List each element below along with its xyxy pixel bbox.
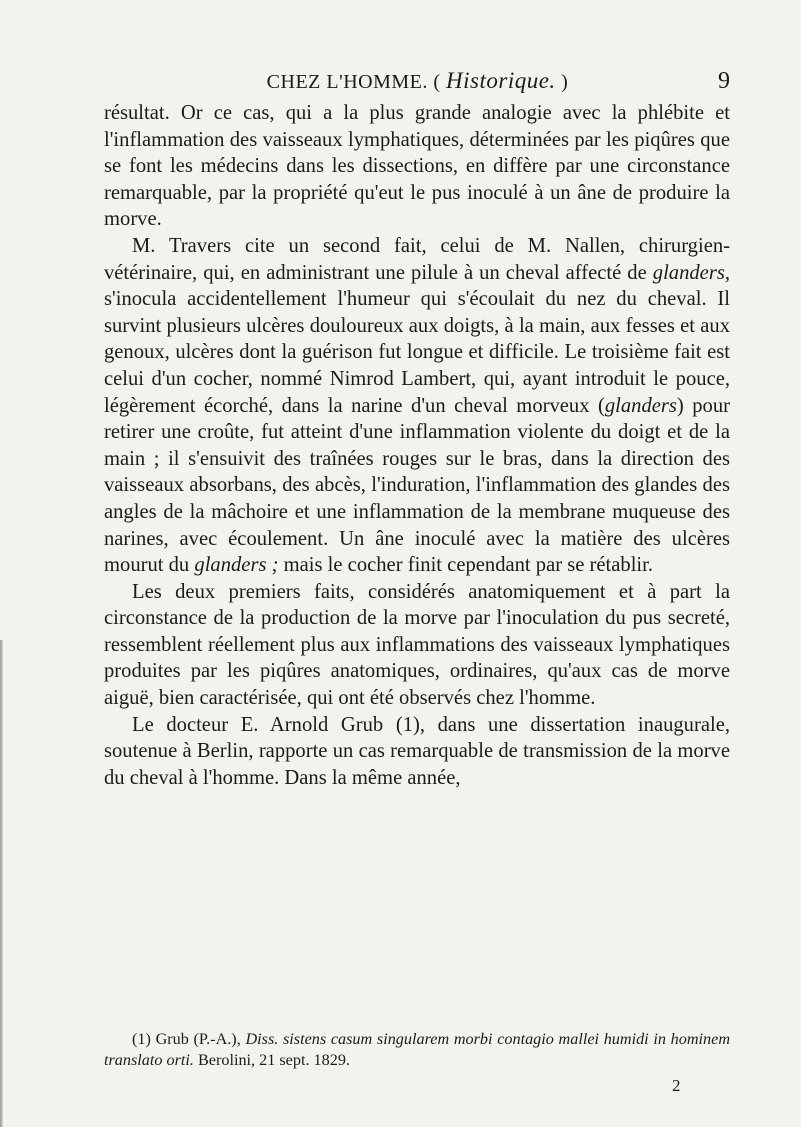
italic-text: glanders ; (194, 554, 279, 577)
running-head-text: CHEZ L'HOMME. ( (266, 71, 441, 93)
text-run: résultat. Or ce cas, qui a la plus grande analogie avec la phlébite et l'inflammation des vaisseaux lymphatiques, déterminées par les piqûres que se font les médecins dans les dissections, en diffère par une circonstance remarquable, par la propriété qu'eut le pus inoculé à un âne de produire la morve. (104, 102, 730, 231)
text-run: Berolini, 21 sept. 1829. (193, 1051, 350, 1069)
text-run: , s'inocula accidentellement l'humeur qui s'écoulait du nez du cheval. Il survint plusieurs ulcères douloureux aux doigts, à la main, aux fesses et aux genoux, ulcères dont la guérison fut longue et difficile. Le troisième fait est celui d'un cocher, nommé Nimrod Lambert, qui, ayant introduit le pouce, légèrement écorché, dans la narine d'un cheval morveux ( (104, 261, 730, 417)
page-number: 9 (718, 68, 730, 94)
text-run: ) pour retirer une croûte, fut atteint d'une inflammation violente du doigt et de la main ; il s'ensuivit des traînées rouges sur le bras, dans la direction des vaisseaux absorbans, des abcès, l'induration, l'inflammation des glandes des angles de la mâchoire et une inflammation de la membrane muqueuse des narines, avec écoulement. Un âne inoculé avec la matière des ulcères mourut du (104, 394, 730, 577)
text-run: (1) Grub (P.-A.), (132, 1030, 246, 1048)
paragraph (104, 579, 730, 712)
running-head (105, 66, 730, 96)
text-run: Le docteur E. Arnold Grub (1), dans une dissertation inaugurale, soutenue à Berlin, rapporte un cas remarquable de transmission de la morve du cheval à l'homme. Dans la même année, (104, 713, 730, 789)
italic-text: glanders (604, 394, 677, 417)
paragraph (104, 233, 730, 579)
running-head-close: ) (561, 71, 569, 93)
signature-mark: 2 (672, 1076, 681, 1095)
text-run: mais le cocher finit cependant par se rétablir. (278, 554, 654, 577)
running-head-italic: Historique. (446, 68, 556, 93)
paragraph (104, 100, 730, 233)
running-head-title (105, 66, 730, 97)
footnote (104, 1029, 730, 1071)
body-text (104, 100, 730, 791)
paragraph (104, 712, 730, 792)
text-run: M. Travers cite un second fait, celui de M. Nallen, chirurgien-vétérinaire, qui, en administrant une pilule à un cheval affecté de (104, 234, 730, 284)
italic-text: glanders (652, 261, 725, 284)
italic-text: Diss. sistens casum singularem morbi contagio mallei humidi in hominem translato orti. (104, 1030, 731, 1069)
binding-edge (0, 640, 3, 1127)
text-run: Les deux premiers faits, considérés anatomiquement et à part la circonstance de la production de la morve par l'inoculation du pus secreté, ressemblent réellement plus aux inflammations des vaisseaux lymphatiques produites par les piqûres anatomiques, ordinaires, qu'aux cas de morve aiguë, bien caractérisée, qui ont été observés chez l'homme. (104, 580, 730, 710)
